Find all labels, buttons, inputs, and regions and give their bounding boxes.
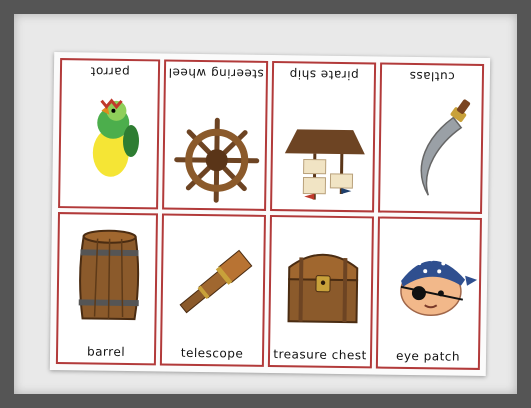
- pirate-ship-icon: [272, 63, 378, 214]
- card-label: barrel: [86, 344, 126, 359]
- treasure-chest-icon: [270, 217, 376, 370]
- card-barrel: [56, 212, 158, 365]
- card-label: treasure chest: [273, 347, 367, 363]
- card-pirate-ship: [270, 61, 376, 212]
- steering-wheel-icon: [164, 62, 270, 213]
- cutlass-icon: [380, 65, 486, 216]
- telescope-icon: [162, 216, 268, 369]
- eye-patch-icon: [378, 219, 484, 372]
- card-label: cutlass: [409, 68, 455, 84]
- card-treasure-chest: [268, 215, 374, 368]
- card-telescope: [160, 213, 266, 366]
- card-eye-patch: [376, 217, 482, 370]
- barrel-icon: [58, 214, 160, 367]
- parrot-icon: [60, 60, 162, 211]
- card-label: pirate ship: [289, 67, 359, 83]
- card-label: parrot: [90, 64, 130, 80]
- card-label: steering wheel: [168, 65, 264, 81]
- card-cutlass: [378, 63, 484, 214]
- card-sheet: [50, 52, 490, 376]
- card-label: telescope: [180, 345, 244, 361]
- card-label: eye patch: [395, 348, 461, 364]
- card-parrot: [58, 58, 160, 209]
- card-steering-wheel: [162, 60, 268, 211]
